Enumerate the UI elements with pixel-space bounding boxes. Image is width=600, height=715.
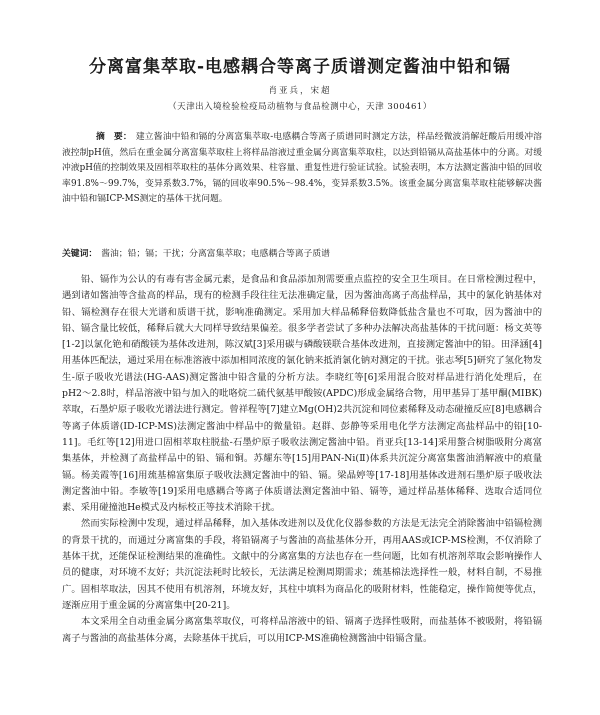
body-paragraph-2: 然而实际检测中发现，通过样品稀释，加入基体改进剂以及优化仪器参数的方法是无法完全消除酱油中铅镉检测的背景干扰的，而通过分离富集的手段，将铅镉离子与酱油的高盐基体分开，再用AAS或ICP-MS检测，不仅消除了基体干扰，还能保证检测结果的准确性。文献中的分离富集的方法也存在一些问题，比如有机溶剂萃取会影响操作人员的健康，对环境不友好；共沉淀法耗时比较长，无法满足检测周期需求；巯基棉法选择性一般，材料自制，不易推广。固相萃取法，因其不使用有机溶剂，环境友好，其柱中填料为商品化的吸附材料，性能稳定，操作简便等优点，逐渐应用于重金属的分离富集中[20-21]。	[62, 518, 542, 611]
keywords-block	[62, 247, 542, 261]
paper-authors: 肖亚兵，宋超	[268, 86, 332, 96]
keywords-label: 关键词：	[62, 249, 98, 259]
abstract-block	[62, 130, 542, 208]
body-paragraph-3: 本文采用全自动重金属分离富集萃取仪，可将样品溶液中的铅、镉离子选择性吸附，而盐基体不被吸附，将铅镉离子与酱油的高盐基体分离，去除基体干扰后，可以用ICP-MS准确检测酱油中铅镉含量。	[62, 616, 542, 644]
keywords-text: 酱油；铅；镉；干扰；分离富集萃取；电感耦合等离子质谱	[101, 249, 330, 259]
paper-affiliation: （天津出入境检验检疫局动植物与食品检测中心，天津 300461）	[168, 102, 432, 112]
body-paragraph-1: 铅、镉作为公认的有毒有害金属元素，是食品和食品添加剂需要重点监控的安全卫生项目。在日常检测过程中，遇到诸如酱油等含盐高的样品，现有的检测手段往往无法准确定量，因为酱油高离子高盐样品，其中的氯化钠基体对铅、镉检测存在很大光谱和质谱干扰，影响准确测定。采用加大样品稀释倍数降低盐含量也不可取，因为酱油中的铅、镉含量比较低，稀释后就大大同样导致结果偏差。很多学者尝试了多种办法解决高盐基体的干扰问题：杨文英等[1-2]以氯化铯和硝酸镁为基体改进剂，陈汉斌[3]采用碳与磷酸镁联合基体改进剂，直接测定酱油中的铅。田泽涵[4]用基体匹配法，通过采用在标准溶液中添加相同浓度的氯化钠来抵消氯化钠对测定的干扰。张志琴[5]研究了氢化物发生-原子吸收光谱法(HG-AAS)测定酱油中铅含量的分析方法。李晓红等[6]采用混合胶对样品进行消化处理后，在pH2～2.8时，样品溶液中铅与加入的吡咯烷二硫代氨基甲酸铵(APDC)形成金属络合物，用甲基异丁基甲酮(MIBK)萃取，石墨炉原子吸收光谱法进行测定。曾祥程等[7]建立Mg(OH)2共沉淀和同位素稀释及动态碰撞反应[8]电感耦合等离子体质谱(ID-ICP-MS)法测定酱油中样品中的微量铅。赵群、彭静等采用电化学方法测定高盐样品中的铅[10-11]。毛红等[12]用进口固相萃取柱脱盐-石墨炉原子吸收法测定酱油中铅。肖亚兵[13-14]采用螯合树脂吸附分离富集基体，并检测了高盐样品中的铅、镉和铜。苏耀东等[15]用PAN-Ni(Ⅱ)体系共沉淀分离富集酱油消解液中的痕量镉。杨美霞等[16]用巯基棉富集原子吸收法测定酱油中的铅、镉。梁晶婷等[17-18]用基体改进剂石墨炉原子吸收法测定酱油中铅。李敏等[19]采用电感耦合等离子体质谱法测定酱油中铅、镉等，通过样品基体稀释、选取合适同位素、采用碰撞池He模式及内标校正等技术消除干扰。	[62, 274, 542, 514]
body-text	[62, 272, 542, 647]
abstract-text: 建立酱油中铅和镉的分离富集萃取-电感耦合等离子质谱同时测定方法，样品经微波消解赶酸后用缓冲溶液控制pH值，然后在重金属分离富集萃取柱上将样品溶液过重金属分离富集萃取柱，以达到铅镉从高盐基体中的分离。对缓冲液pH值的控制效果及固相萃取柱的基体分离效果、柱容量、重复性进行验证试验。试验表明，本方法测定酱油中铅的回收率91.8%～99.7%，变异系数3.7%，镉的回收率90.5%～98.4%，变异系数3.5%。该重金属分离富集萃取柱能够解决酱油中铅和镉ICP-MS测定的基体干扰问题。	[62, 132, 542, 204]
abstract-label: 摘 要：	[96, 132, 132, 142]
paper-title: 分离富集萃取-电感耦合等离子质谱测定酱油中铅和镉	[88, 57, 512, 77]
